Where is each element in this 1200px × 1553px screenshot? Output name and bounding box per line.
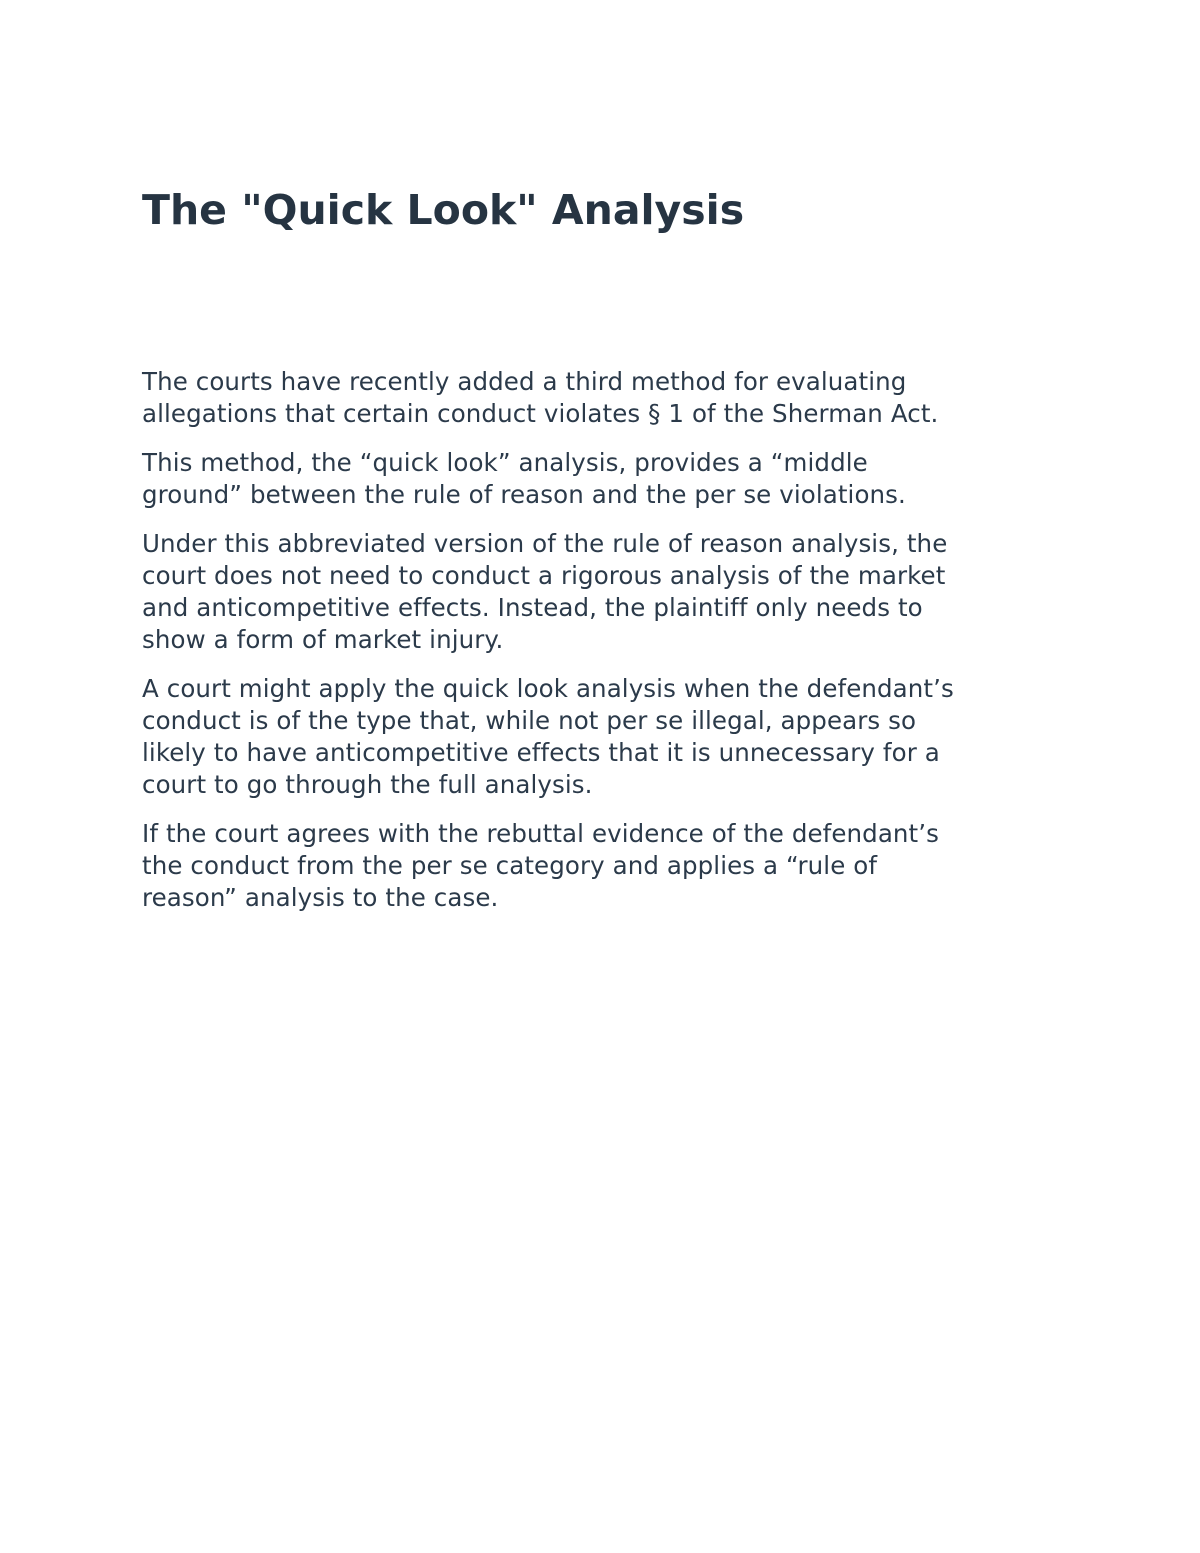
paragraph-line: conduct is of the type that, while not per se illegal, appears so: [142, 706, 917, 735]
paragraph-line: If the court agrees with the rebuttal evidence of the defendant’s: [142, 819, 940, 848]
paragraph-line: allegations that certain conduct violates § 1 of the Sherman Act.: [142, 399, 939, 428]
paragraph-line: likely to have anticompetitive effects that it is unnecessary for a: [142, 738, 940, 767]
paragraph-line: court to go through the full analysis.: [142, 770, 593, 799]
paragraph-1: [142, 366, 1072, 430]
page-title: The "Quick Look" Analysis: [142, 186, 745, 234]
paragraph-line: The courts have recently added a third method for evaluating: [142, 367, 907, 396]
paragraph-line: A court might apply the quick look analysis when the defendant’s: [142, 674, 954, 703]
paragraph-line: Under this abbreviated version of the rule of reason analysis, the: [142, 529, 948, 558]
paragraph-line: show a form of market injury.: [142, 625, 504, 654]
paragraph-line: and anticompetitive effects. Instead, the plaintiff only needs to: [142, 593, 923, 622]
paragraph-line: ground” between the rule of reason and the per se violations.: [142, 480, 906, 509]
paragraph-line: reason” analysis to the case.: [142, 883, 499, 912]
paragraph-line: the conduct from the per se category and applies a “rule of: [142, 851, 878, 880]
paragraph-2: [142, 447, 1072, 511]
paragraph-3: [142, 528, 1072, 656]
paragraph-5: [142, 818, 1072, 914]
document-body: [142, 366, 1072, 931]
paragraph-line: This method, the “quick look” analysis, provides a “middle: [142, 448, 868, 477]
paragraph-4: [142, 673, 1072, 801]
paragraph-line: court does not need to conduct a rigorous analysis of the market: [142, 561, 946, 590]
